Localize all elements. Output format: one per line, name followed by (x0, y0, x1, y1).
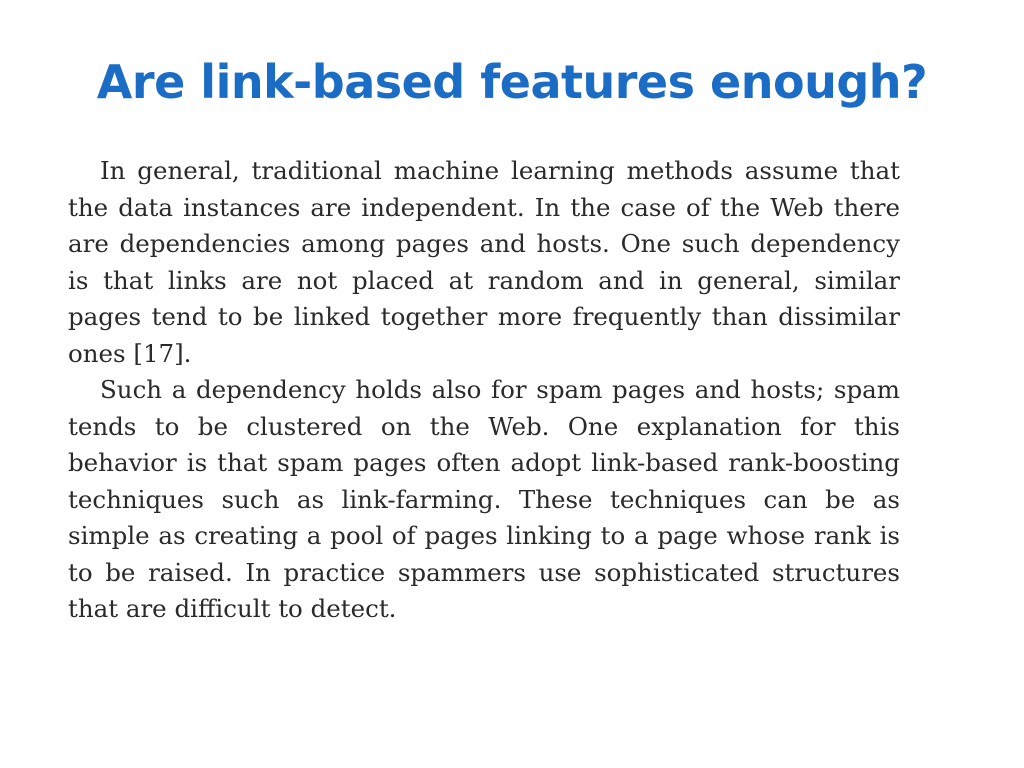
paper-excerpt (68, 153, 900, 628)
excerpt-paragraph-2: Such a dependency holds also for spam pages and hosts; spam tends to be clustered on the Web. One explanation for this behavior is that spam pages often adopt link-based rank-boosting techniques such as link-farming. These techniques can be as simple as creating a pool of pages linking to a page whose rank is to be raised. In practice spammers use sophisticated structures that are difficult to detect. (68, 375, 900, 623)
excerpt-paragraph-1: In general, traditional machine learning methods assume that the data instances are independent. In the case of the Web there are dependencies among pages and hosts. One such dependency is that links are not placed at random and in general, similar pages tend to be linked together more frequently than dissimilar ones [17]. (68, 156, 900, 368)
slide-title: Are link-based features enough? (96, 55, 928, 109)
